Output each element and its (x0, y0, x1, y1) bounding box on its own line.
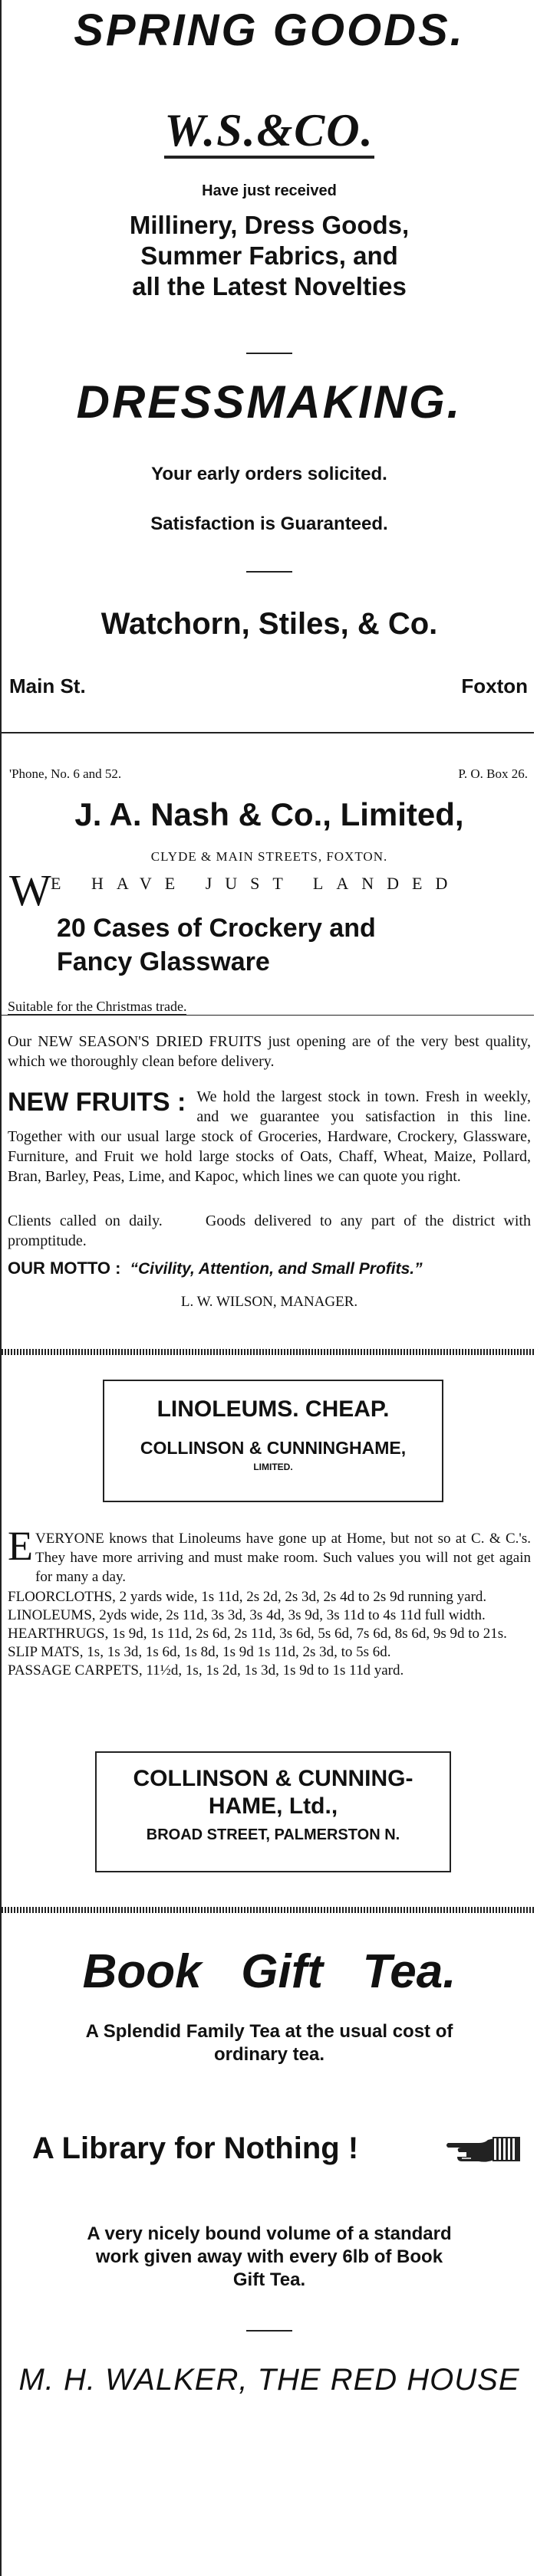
ws-co-firm (2, 106, 537, 155)
pointing-hand-icon (445, 2131, 522, 2167)
new-fruits-block (8, 1087, 531, 1186)
foxton-town: Foxton (461, 674, 528, 697)
volume-line-1: A very nicely bound volume of a standard (87, 2223, 452, 2244)
price-line-floorcloths: FLOORCLOTHS, 2 yards wide, 1s 11d, 2s 2d, 2s 3d, 2s 4d to 2s 9d running yard. (8, 1589, 487, 1605)
clients-para: Clients called on daily. Goods delivered to any part of the district with promptitude. (8, 1213, 535, 1249)
goods-line-1: Millinery, Dress Goods, (129, 211, 410, 239)
watchorn-stiles-name: Watchorn, Stiles, & Co. (100, 607, 438, 641)
linoleum-intro: VERYONE knows that Linoleums have gone up at Home, but not so at C. & C.'s. They have more arriving and must make room. Such values you will not get again for many a day. (35, 1531, 531, 1585)
divider (2, 571, 537, 573)
drop-cap-w: W (9, 865, 51, 915)
motto-line (8, 1258, 531, 1278)
nash-company-name: J. A. Nash & Co., Limited, (74, 796, 464, 832)
volume-line-2: work given away with every 6lb of Book (95, 2246, 443, 2267)
new-fruits-para: We hold the largest stock in town. Fresh in weekly, and we guarantee you satisfaction in this line. Together with our usual large stock of Groceries, Hardware, Crockery, Glassware, Furniture, and Fruit we hold large stocks of Oats, Chaff, Wheat, Maize, Pollard, Bran, Barley, Peas, Lime, and Kapoc, which lines we can quote you right. (8, 1088, 531, 1185)
volume-line-3: Gift Tea. (232, 2269, 306, 2290)
footer-firm-line-1: COLLINSON & CUNNING- (133, 1766, 413, 1791)
christmas-trade-text: Suitable for the Christmas trade. (8, 999, 187, 1014)
broad-street-address: BROAD STREET, PALMERSTON N. (146, 1826, 400, 1843)
linoleums-box (103, 1380, 443, 1502)
phone-number: 'Phone, No. 6 and 52. (9, 766, 122, 781)
po-box: P. O. Box 26. (458, 766, 528, 781)
goods-line-2: Summer Fabrics, and (140, 241, 398, 270)
christmas-trade (8, 999, 186, 1015)
splendid-tea-line-2: ordinary tea. (213, 2044, 325, 2065)
price-list (8, 1588, 531, 1680)
main-street: Main St. (9, 674, 86, 697)
divider (2, 2330, 537, 2332)
dried-fruits-para: Our NEW SEASON'S DRIED FRUITS just opening are of the very best quality, which we thoroughly clean before delivery. (8, 1033, 531, 1070)
price-line-slip-mats: SLIP MATS, 1s, 1s 3d, 1s 6d, 1s 8d, 1s 9d 1s 11d, 2s 3d, to 5s 6d. (8, 1644, 391, 1660)
linoleums-cheap-title: LINOLEUMS. CHEAP. (156, 1396, 390, 1422)
we-have-just-landed: E HAVE JUST LANDED (51, 874, 461, 893)
ad-divider (2, 732, 534, 733)
new-fruits-label: NEW FRUITS : (8, 1088, 186, 1117)
have-just-received: Have just received (202, 182, 337, 199)
nash-address: CLYDE & MAIN STREETS, FOXTON. (150, 849, 388, 864)
orders-solicited: Your early orders solicited. (151, 464, 387, 484)
price-line-hearthrugs: HEARTHRUGS, 1s 9d, 1s 11d, 2s 6d, 2s 11d, 3s 6d, 5s 6d, 7s 6d, 8s 6d, 9s 9d to 21s. (8, 1626, 507, 1642)
dressmaking-headline: DRESSMAKING. (76, 376, 463, 428)
motto-label: OUR MOTTO : (8, 1258, 121, 1278)
price-line-passage-carpets: PASSAGE CARPETS, 11½d, 1s, 1s 2d, 1s 3d, 1s 9d to 1s 11d yard. (8, 1662, 404, 1679)
motto-text: “Civility, Attention, and Small Profits.” (130, 1260, 423, 1278)
drop-cap-e: E (8, 1523, 33, 1569)
limited-label: LIMITED. (253, 1462, 293, 1472)
ws-co-firm-text: W.S.&CO. (164, 105, 374, 159)
divider (2, 353, 537, 354)
footer-firm-line-2: HAME, Ltd., (208, 1793, 338, 1819)
manager-name: L. W. WILSON, MANAGER. (180, 1294, 358, 1310)
collinson-firm: COLLINSON & CUNNINGHAME, (140, 1438, 407, 1458)
book-gift-tea-headline: Book Gift Tea. (82, 1945, 456, 1998)
crockery-line-1: 20 Cases of Crockery and (57, 914, 376, 943)
dotted-ad-divider (2, 1907, 534, 1913)
spring-goods-headline: SPRING GOODS. (74, 5, 465, 55)
collinson-footer-box (95, 1751, 451, 1872)
splendid-tea-line-1: A Splendid Family Tea at the usual cost of (85, 2021, 453, 2042)
walker-red-house: M. H. WALKER, THE RED HOUSE (18, 2363, 520, 2397)
dotted-ad-divider (2, 1349, 534, 1355)
library-for-nothing: A Library for Nothing ! (32, 2131, 359, 2165)
price-line-linoleums: LINOLEUMS, 2yds wide, 2s 11d, 3s 3d, 3s 4d, 3s 9d, 3s 11d to 4s 11d full width. (8, 1607, 486, 1623)
crockery-line-2: Fancy Glassware (57, 947, 270, 976)
satisfaction-guaranteed: Satisfaction is Guaranteed. (150, 514, 388, 534)
divider (2, 1015, 534, 1016)
goods-line-3: all the Latest Novelties (132, 272, 407, 300)
